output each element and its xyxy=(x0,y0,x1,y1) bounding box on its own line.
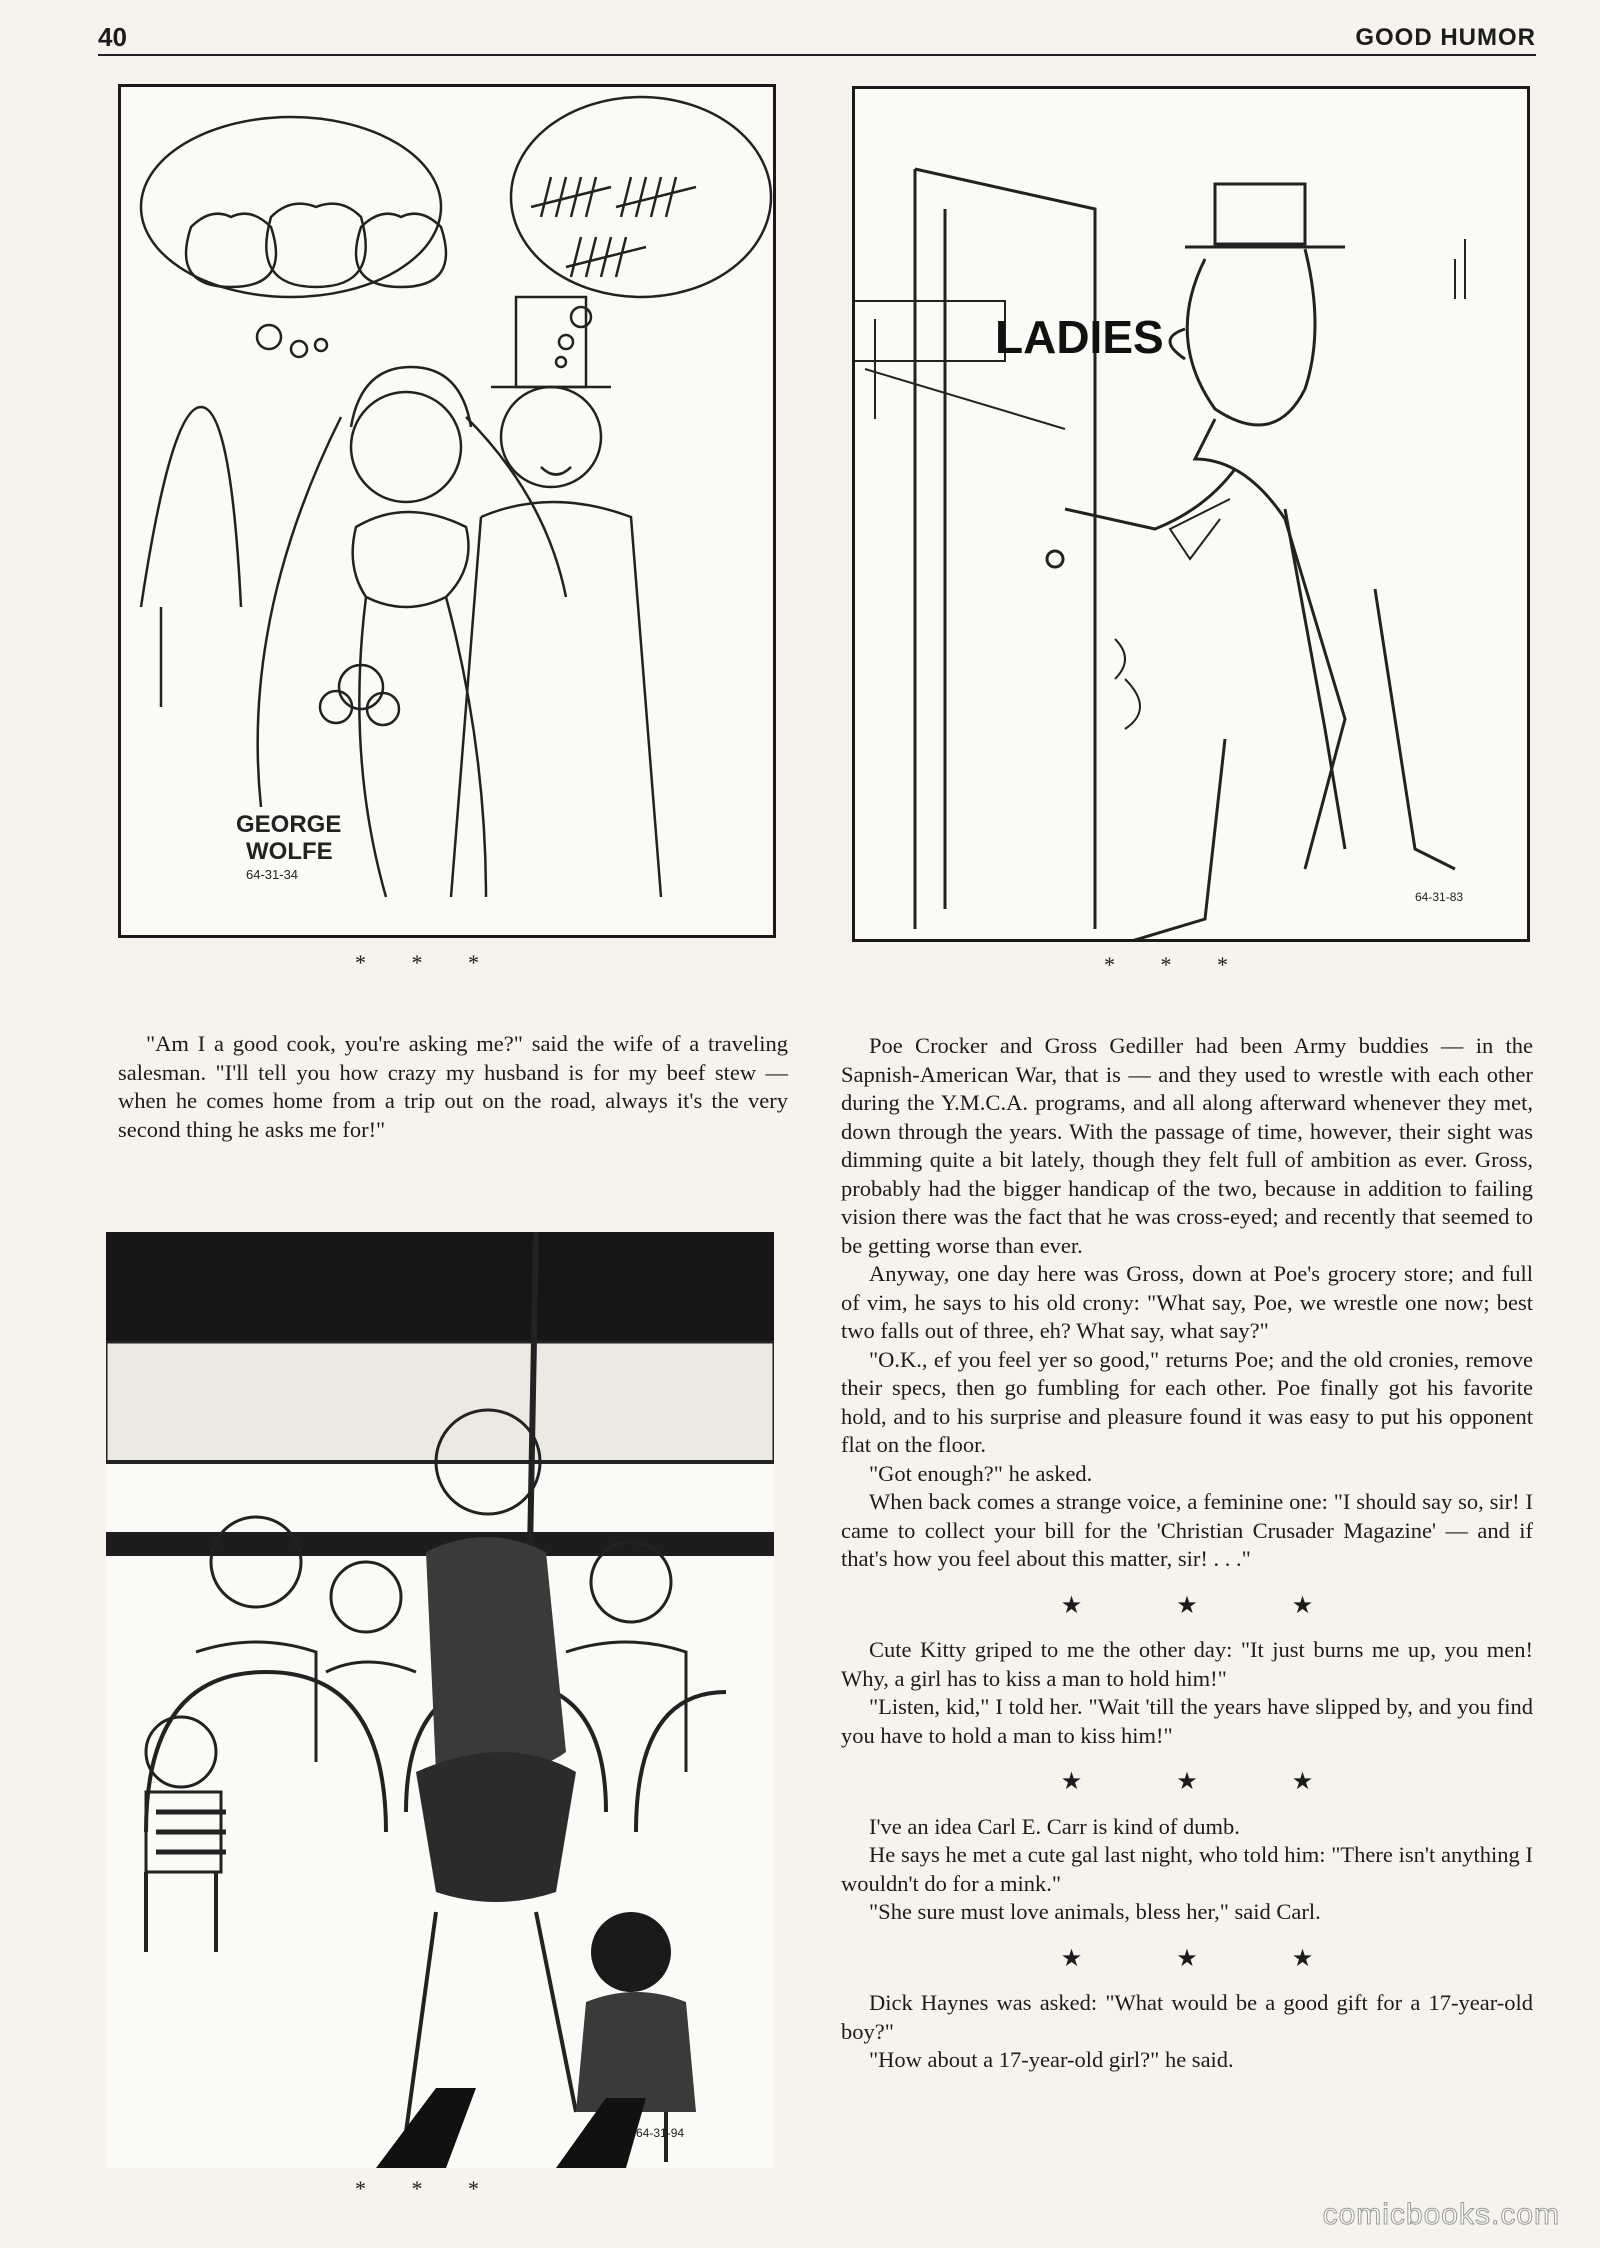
carr-joke-p2: He says he met a cute gal last night, who told him: "There isn't anything I wouldn't do for a mink." xyxy=(841,1842,1533,1896)
star-break-3: ★ ★ ★ xyxy=(1060,1945,1358,1972)
cook-joke-text: "Am I a good cook, you're asking me?" said the wife of a traveling salesman. "I'll tell you how crazy my husband is for my beef stew — when he comes home from a trip out on the road, always it's the very second thing he asks me for!" xyxy=(118,1031,788,1142)
carr-joke-p3: "She sure must love animals, bless her," said Carl. xyxy=(869,1899,1321,1924)
star-break-2: ★ ★ ★ xyxy=(1060,1769,1358,1795)
wrestling-story-p1: Poe Crocker and Gross Gediller had been Army buddies — in the Sapnish-American War, that is — and they used to wrestle with each other during the Y.M.C.A. programs, and all along afterward whenever they met, down through the years. With the passage of time, however, their sight was dimming quite a bit lately, though they felt full of ambition as ever. Gross, probably had the bigger handicap of the two, because in addition to failing vision there was the fact that he was cross-eyed; and recently that seemed to be getting worse than ever. xyxy=(841,1033,1533,1258)
star-break-1: ★ ★ ★ xyxy=(1060,1592,1358,1619)
kitty-joke-p2: "Listen, kid," I told her. "Wait 'till the years have slipped by, and you find you have to hold a man to kiss him!" xyxy=(841,1694,1533,1748)
cook-joke xyxy=(118,1030,788,1144)
wedding-cartoon xyxy=(118,84,776,938)
ladies-door-sign: LADIES xyxy=(995,311,1164,363)
separator-left: * * * xyxy=(355,950,479,975)
wrestling-story-p3: "O.K., ef you feel yer so good," returns Poe; and the old cronies, remove their specs, then go fumbling for each other. Poe finally got his favorite hold, and to his surprise and pleasure found it was easy to put his opponent flat on the floor. xyxy=(841,1346,1533,1457)
subway-cartoon-drawing xyxy=(106,1232,774,2168)
wrestling-story-p2: Anyway, one day here was Gross, down at Poe's grocery store; and full of vim, he says to his old crony: "What say, Poe, we wrestle one now; best two falls out of three, eh? What say, what say?" xyxy=(841,1261,1533,1343)
wedding-signature-code: 64-31-34 xyxy=(246,867,299,882)
carr-joke-p1: I've an idea Carl E. Carr is kind of dumb. xyxy=(869,1813,1240,1839)
watermark: comicbooks.com xyxy=(1322,2198,1560,2231)
wedding-cartoon-drawing xyxy=(121,87,773,935)
page-number: 40 xyxy=(98,22,127,52)
wrestling-story-p5: When back comes a strange voice, a feminine one: "I should say so, sir! I came to collect your bill for the 'Christian Crusader Magazine' — and if that's how you feel about this matter, sir! . . ." xyxy=(841,1489,1533,1571)
subway-cartoon xyxy=(106,1232,774,2168)
header-rule xyxy=(98,54,1536,56)
ladies-signature-code: 64-31-83 xyxy=(1415,890,1464,904)
magazine-title: GOOD HUMOR xyxy=(1355,24,1536,51)
ladies-cartoon-drawing xyxy=(855,89,1527,939)
subway-signature-code: 64-31-94 xyxy=(636,2126,685,2140)
wrestling-story-p4: "Got enough?" he asked. xyxy=(869,1460,1093,1486)
right-column-text xyxy=(841,1032,1533,2075)
page-header xyxy=(98,22,1536,56)
wedding-signature-line2: WOLFE xyxy=(246,838,333,865)
separator-right: * * * xyxy=(1104,952,1228,977)
kitty-joke-p1: Cute Kitty griped to me the other day: "It just burns me up, you men! Why, a girl has to kiss a man to hold him!" xyxy=(841,1637,1533,1691)
haynes-joke-p2: "How about a 17-year-old girl?" he said. xyxy=(869,2047,1234,2072)
wedding-signature-line1: GEORGE xyxy=(236,811,342,838)
ladies-cartoon xyxy=(852,86,1530,942)
haynes-joke-p1: Dick Haynes was asked: "What would be a good gift for a 17-year-old boy?" xyxy=(841,1990,1533,2044)
separator-bottom-left: * * * xyxy=(355,2176,479,2201)
